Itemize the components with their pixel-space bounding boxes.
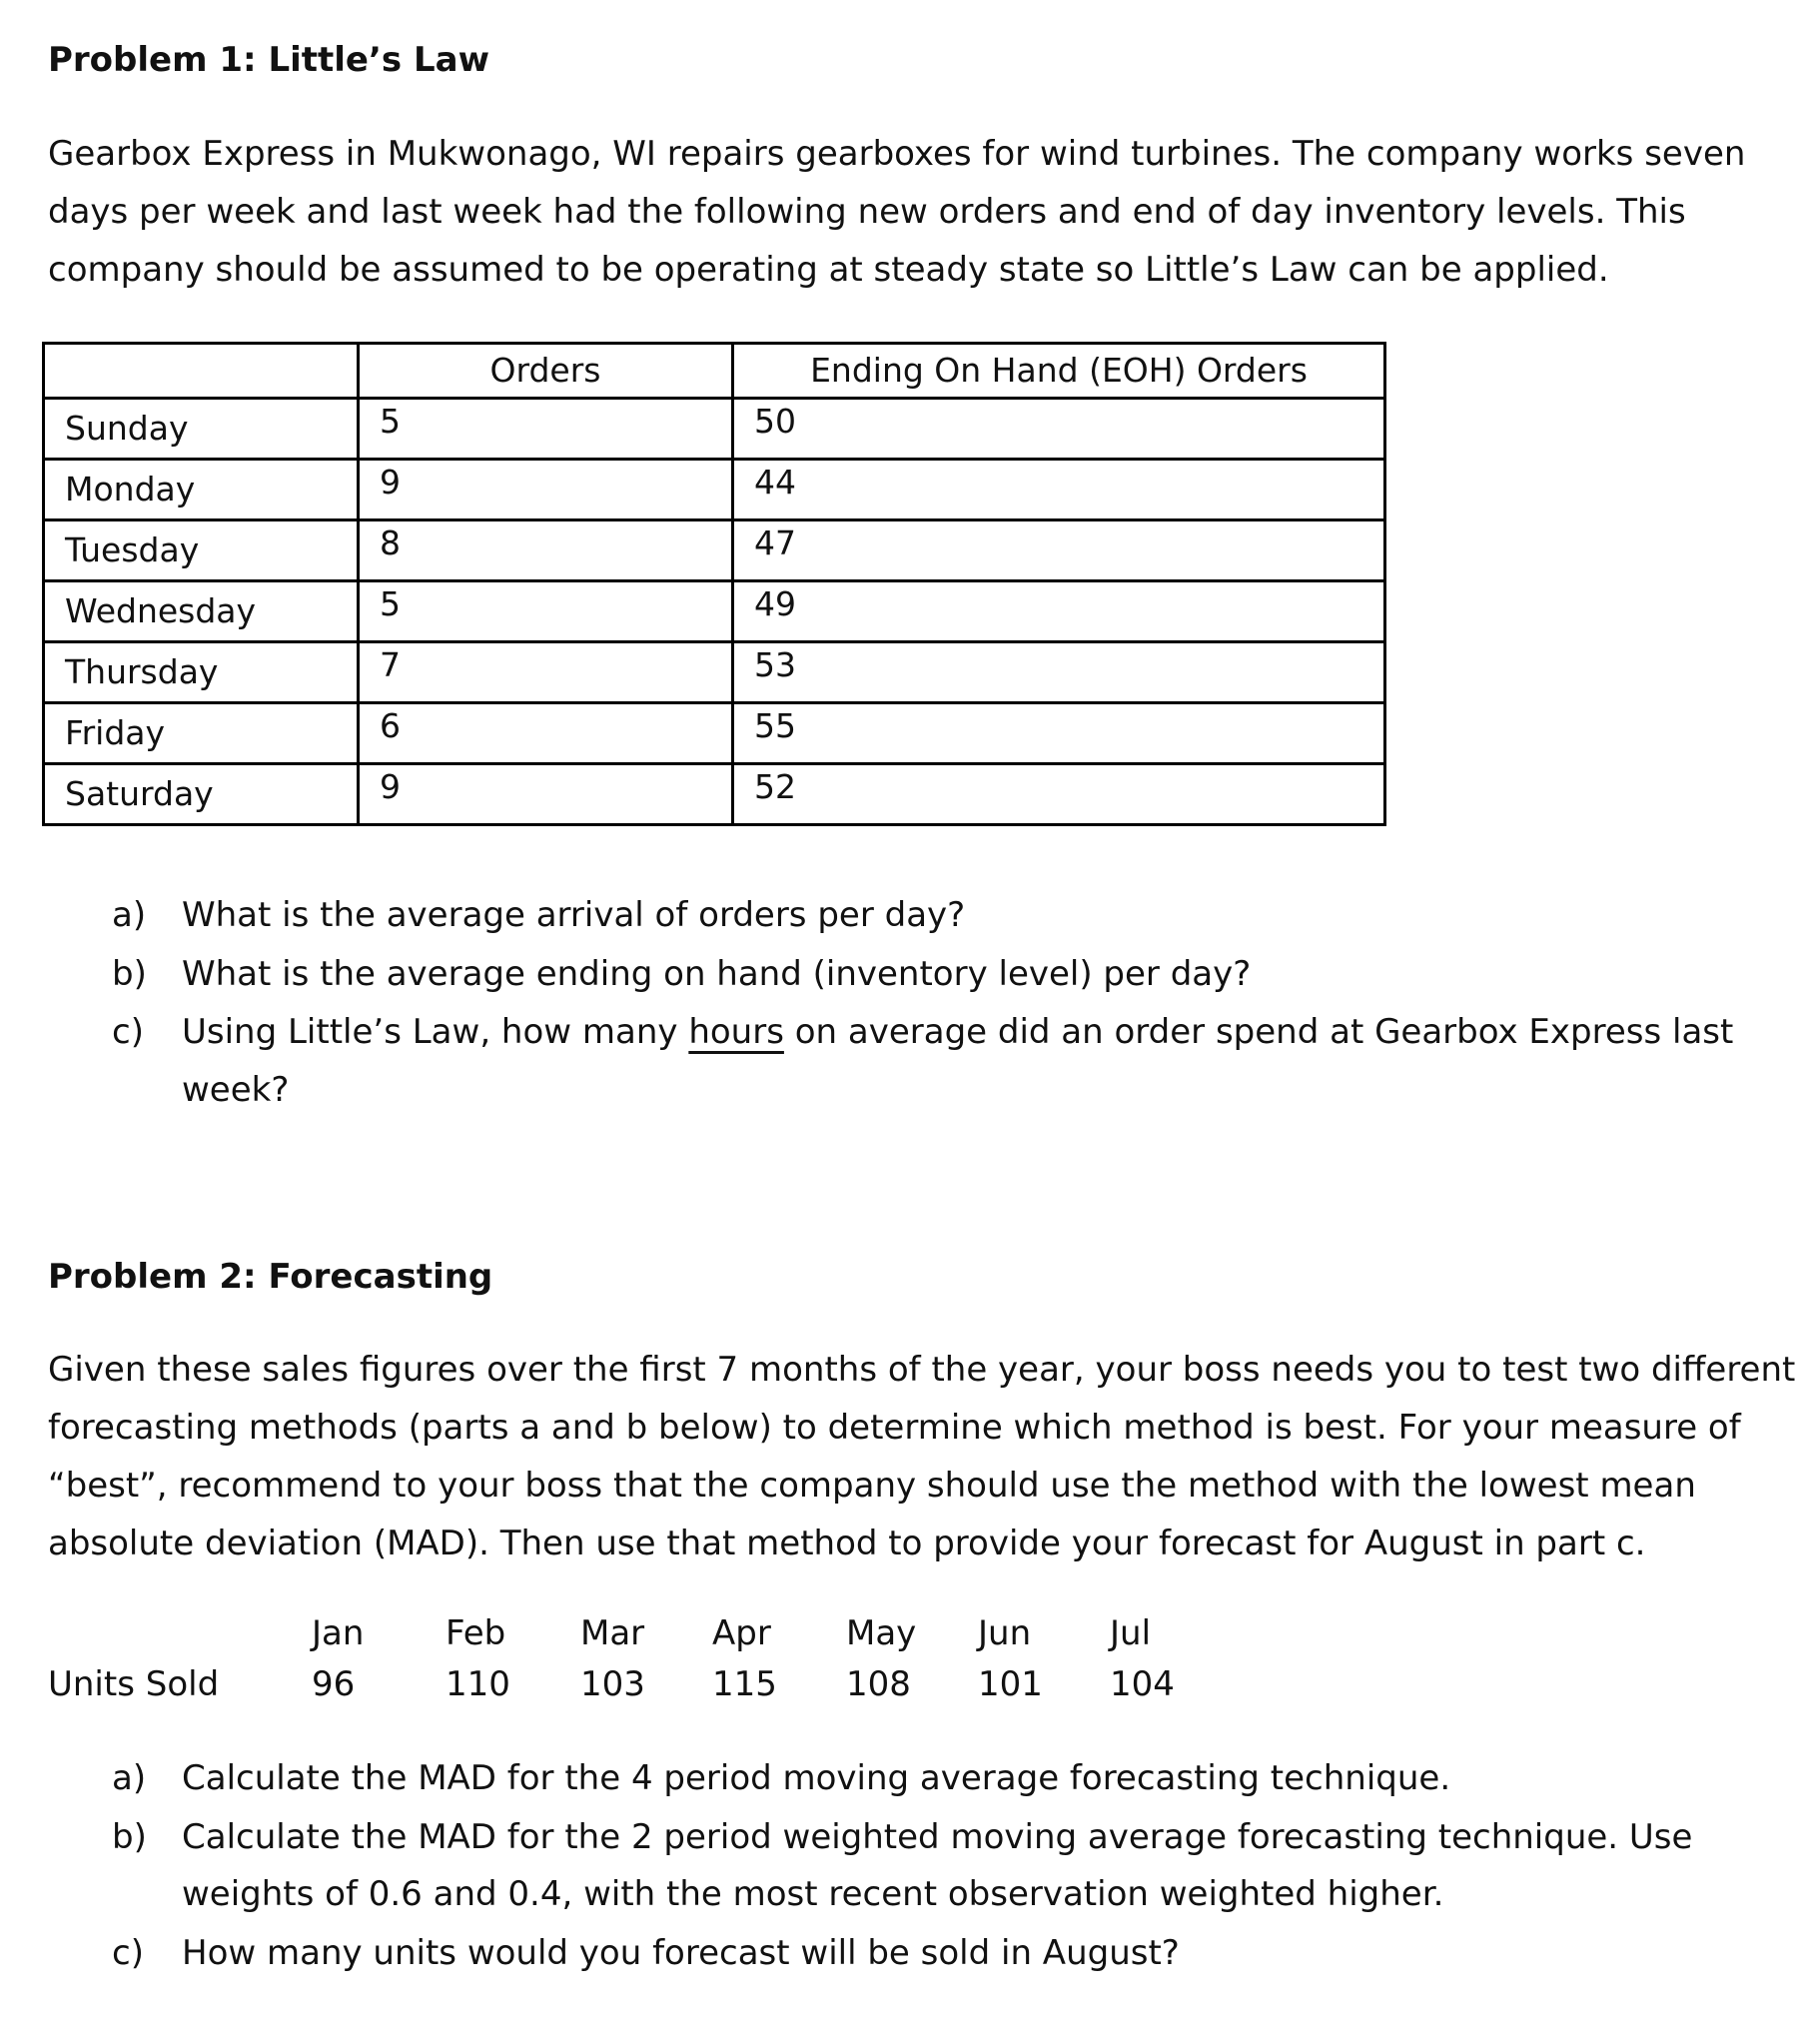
header-cell-eoh: Ending On Hand (EOH) Orders (733, 344, 1385, 399)
eoh-cell: 52 (733, 764, 1385, 825)
paragraph-line: “best”, recommend to your boss that the company should use the method with the lowest mean (48, 1466, 1696, 1506)
orders-cell: 8 (359, 520, 733, 581)
eoh-cell: 47 (733, 520, 1385, 581)
eoh-cell: 50 (733, 399, 1385, 460)
problem1-paragraph (48, 125, 1745, 299)
paragraph-line: Gearbox Express in Mukwonago, WI repairs gearboxes for wind turbines. The company works seven (48, 134, 1746, 174)
question-letter: a) (112, 895, 147, 935)
paragraph-line: absolute deviation (MAD). Then use that method to provide your forecast for August in part c. (48, 1524, 1646, 1563)
orders-cell: 7 (359, 642, 733, 703)
month-label: May (846, 1613, 917, 1653)
paragraph-line: company should be assumed to be operating at steady state so Little’s Law can be applied. (48, 250, 1609, 290)
day-cell: Friday (44, 703, 359, 764)
table-row (44, 460, 1385, 520)
question-letter: c) (112, 1012, 144, 1052)
day-cell: Saturday (44, 764, 359, 825)
units-sold-label: Units Sold (48, 1664, 220, 1704)
day-cell: Monday (44, 460, 359, 520)
table-row (44, 764, 1385, 825)
orders-cell: 5 (359, 581, 733, 642)
orders-cell: 9 (359, 764, 733, 825)
month-label: Jun (978, 1613, 1032, 1653)
problem2-paragraph (48, 1341, 1795, 1572)
orders-cell: 6 (359, 703, 733, 764)
orders-cell: 9 (359, 460, 733, 520)
table-row (44, 642, 1385, 703)
month-label: Mar (580, 1613, 645, 1653)
question-text: What is the average arrival of orders per day? (182, 895, 966, 935)
question-letter: a) (112, 1758, 147, 1798)
table-row (44, 399, 1385, 460)
eoh-cell: 49 (733, 581, 1385, 642)
table-header-row (44, 344, 1385, 399)
eoh-cell: 53 (733, 642, 1385, 703)
question-text: Calculate the MAD for the 2 period weighted moving average forecasting technique. Use (182, 1817, 1693, 1857)
eoh-cell: 55 (733, 703, 1385, 764)
question-text (182, 1012, 1733, 1052)
question-text: How many units would you forecast will be sold in August? (182, 1933, 1180, 1973)
day-cell: Sunday (44, 399, 359, 460)
question-text-part: on average did an order spend at Gearbox Express last (783, 1012, 1734, 1052)
problem2-heading: Problem 2: Forecasting (48, 1257, 493, 1297)
month-label: Feb (446, 1613, 506, 1653)
question-text: What is the average ending on hand (inventory level) per day? (182, 954, 1252, 994)
day-cell: Thursday (44, 642, 359, 703)
month-label: Jul (1110, 1613, 1152, 1653)
units-value: 115 (712, 1664, 777, 1704)
day-cell: Wednesday (44, 581, 359, 642)
month-label: Jan (312, 1613, 365, 1653)
table-row (44, 520, 1385, 581)
paragraph-line: forecasting methods (parts a and b below) to determine which method is best. For your measure of (48, 1408, 1741, 1448)
units-value: 103 (580, 1664, 645, 1704)
units-value: 101 (978, 1664, 1043, 1704)
question-text-part: Using Little’s Law, how many (182, 1012, 689, 1052)
question-letter: b) (112, 1817, 147, 1857)
underlined-word: hours (688, 1012, 784, 1052)
orders-cell: 5 (359, 399, 733, 460)
eoh-cell: 44 (733, 460, 1385, 520)
header-cell-orders: Orders (359, 344, 733, 399)
month-label: Apr (712, 1613, 771, 1653)
units-value: 108 (846, 1664, 911, 1704)
question-continuation: weights of 0.6 and 0.4, with the most recent observation weighted higher. (182, 1874, 1444, 1914)
table-row (44, 703, 1385, 764)
header-cell-day (44, 344, 359, 399)
orders-inventory-table (42, 342, 1386, 826)
table-row (44, 581, 1385, 642)
units-value: 110 (446, 1664, 510, 1704)
units-value: 104 (1110, 1664, 1175, 1704)
paragraph-line: Given these sales figures over the first 7 months of the year, your boss needs you to test two different (48, 1350, 1796, 1390)
problem1-heading: Problem 1: Little’s Law (48, 40, 489, 80)
day-cell: Tuesday (44, 520, 359, 581)
question-continuation: week? (182, 1070, 290, 1110)
paragraph-line: days per week and last week had the following new orders and end of day inventory levels. This (48, 192, 1686, 232)
question-text: Calculate the MAD for the 4 period moving average forecasting technique. (182, 1758, 1451, 1798)
question-letter: c) (112, 1933, 144, 1973)
question-letter: b) (112, 954, 147, 994)
units-value: 96 (312, 1664, 356, 1704)
